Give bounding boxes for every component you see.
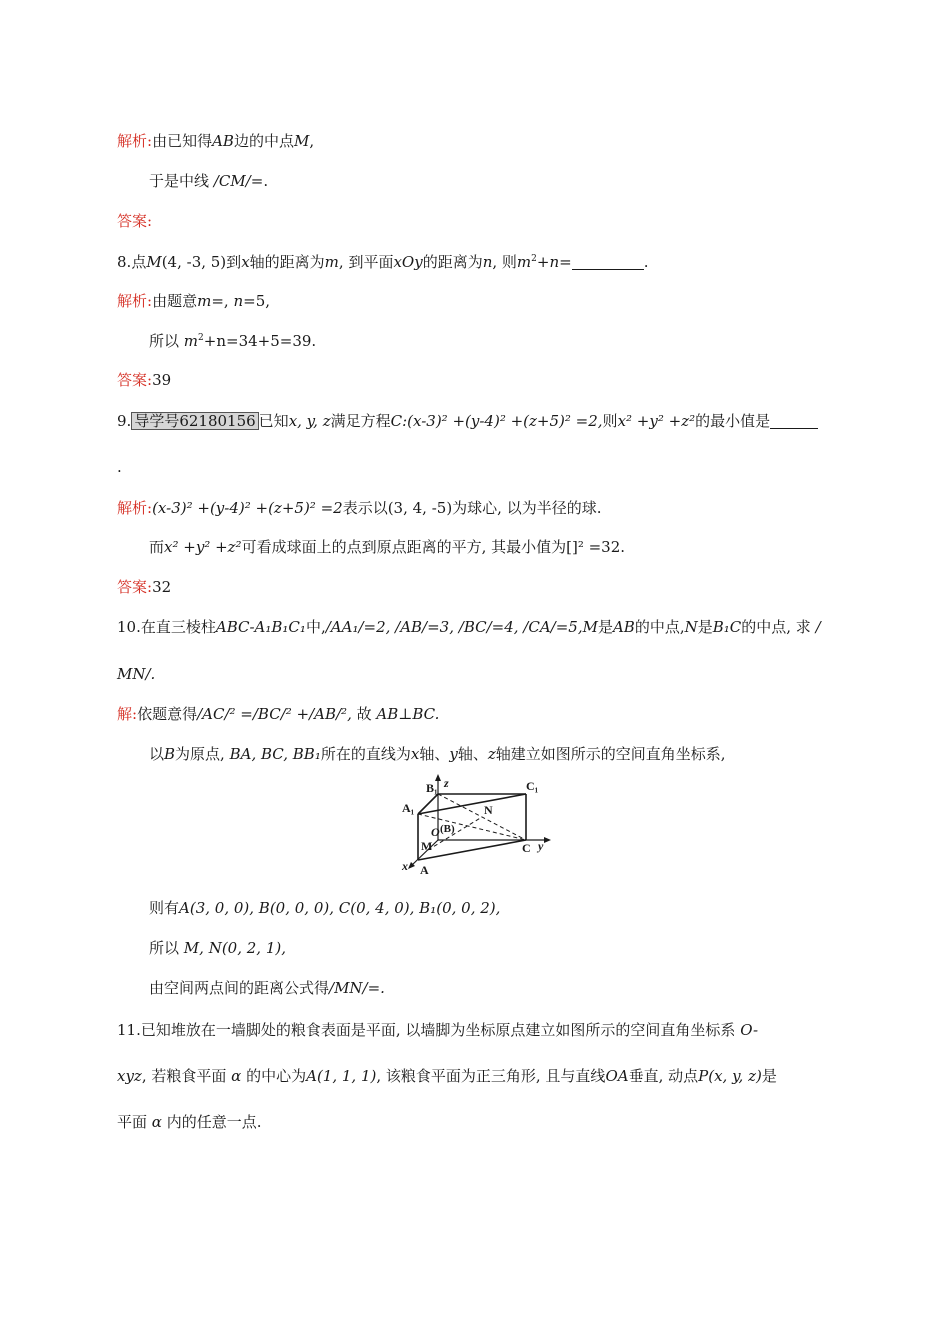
q9-answer-line: 答案:32 (117, 578, 172, 596)
y-axis-arrow (544, 837, 551, 843)
label-a: A (420, 863, 429, 876)
prism-coordinate-figure (398, 774, 568, 876)
answer-blank[interactable] (770, 414, 818, 429)
label-b1: B₁ (426, 781, 438, 795)
q9-answer-value: 32 (152, 578, 172, 596)
q7-answer-line: 答案: (117, 212, 153, 230)
answer-label: 答案 (117, 212, 148, 230)
q10-solution-line-5: 由空间两点间的距离公式得/MN/=. (149, 979, 385, 997)
q11-question-line-2: xyz, 若粮食平面 α 的中心为A(1, 1, 1), 该粮食平面为正三角形, 且与直线OA垂直, 动点P(x, y, z)是 (117, 1067, 777, 1085)
label-z: z (444, 776, 449, 790)
q9-question-end: . (117, 458, 122, 476)
label-y: y (538, 839, 544, 853)
z-axis-arrow (435, 774, 441, 781)
question-number: 9. (117, 412, 132, 430)
guide-number-tag[interactable]: 导学号62180156 (131, 412, 258, 430)
label-o: O (431, 825, 440, 839)
q11-question-line-3: 平面 α 内的任意一点. (117, 1113, 262, 1131)
q9-analysis-line-2: 而x² +y² +z²可看成球面上的点到原点距离的平方, 其最小值为[]² =32. (149, 538, 626, 556)
q10-question-line-2: MN/. (117, 665, 156, 683)
label-c1: C₁ (526, 779, 539, 793)
label-c: C (522, 841, 531, 855)
q8-answer-value: 39 (152, 371, 172, 389)
q8-analysis-line-1: 解析:由题意m=, n=5, (117, 292, 271, 310)
q10-solution-line-3: 则有A(3, 0, 0), B(0, 0, 0), C(0, 4, 0), B₁(0, 0, 2), (149, 899, 501, 917)
q8-answer-line: 答案:39 (117, 371, 172, 389)
q8-analysis-line-2: 所以 $m^2+n=34+5=39$. (149, 332, 317, 350)
q10-solution-line-2: 以B为原点, BA, BC, BB₁所在的直线为x轴、y轴、z轴建立如图所示的空间直角坐标系, (149, 745, 726, 763)
label-b: (B) (440, 823, 455, 835)
q9-question: 9. 导学号62180156 已知x, y, z满足方程C:(x-3)² +(y-4)² +(z+5)² =2,则x² +y² +z²的最小值是 (117, 411, 818, 431)
q7-analysis-line-2: 于是中线 /CM/=. (149, 172, 269, 190)
q10-question-line-1: 10.在直三棱柱ABC-A₁B₁C₁中,/AA₁/=2, /AB/=3, /BC/=4, /CA/=5,M是AB的中点,N是B₁C的中点, 求 / (117, 618, 821, 636)
q8-question: 8.点M(4, -3, 5)到x轴的距离为m, 到平面xOy的距离为n, 则$m^2+n=$ . (117, 253, 649, 271)
label-x: x (402, 859, 408, 873)
q10-solution-line-1: 解:依题意得/AC/² =/BC/² +/AB/², 故 AB⊥BC. (117, 705, 440, 723)
q10-solution-line-4: 所以 M, N(0, 2, 1), (149, 939, 286, 957)
question-number: 10. (117, 618, 141, 636)
q9-analysis-line-1: 解析:(x-3)² +(y-4)² +(z+5)² =2表示以(3, 4, -5)为球心, 以为半径的球. (117, 499, 602, 517)
label-a1: A₁ (402, 801, 415, 815)
q11-question-line-1: 11.已知堆放在一墙脚处的粮食表面是平面, 以墙脚为坐标原点建立如图所示的空间直角坐标系 O- (117, 1021, 759, 1039)
label-n: N (484, 803, 493, 817)
solution-label: 解 (117, 705, 133, 723)
q7-analysis-line-1: 解析:由已知得AB边的中点M, (117, 132, 315, 150)
question-number: 11. (117, 1021, 141, 1039)
analysis-label: 解析 (117, 132, 148, 150)
answer-blank[interactable] (572, 255, 644, 270)
question-number: 8. (117, 253, 132, 271)
label-m: M (421, 839, 433, 853)
